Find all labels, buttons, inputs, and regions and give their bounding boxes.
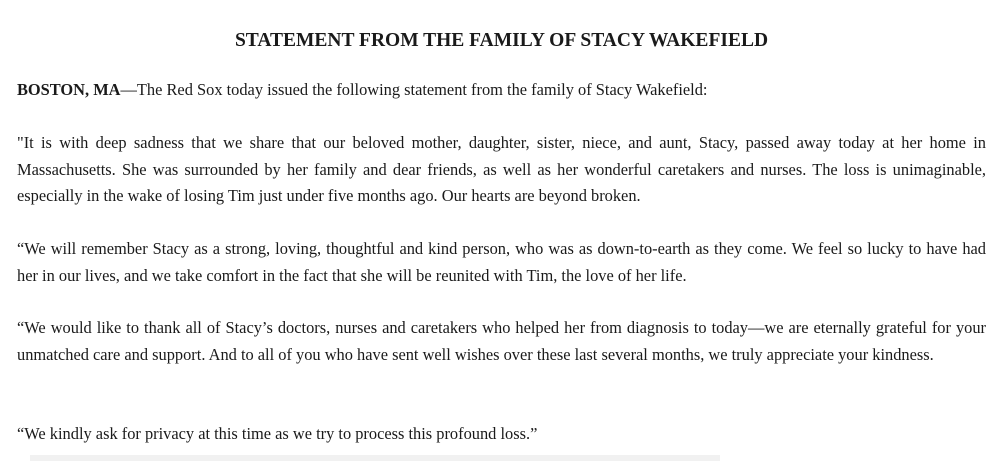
statement-paragraph-4: “We kindly ask for privacy at this time as we try to process this profound loss.” (17, 424, 538, 443)
dateline: BOSTON, MA (17, 80, 121, 99)
page-title: STATEMENT FROM THE FAMILY OF STACY WAKEFIELD (234, 30, 769, 51)
intro-paragraph (17, 77, 986, 104)
statement-paragraph-3: “We would like to thank all of Stacy’s doctors, nurses and caretakers who helped her from diagnosis to today—we are eternally grateful for your unmatched care and support. And to all of you who have sent well wishes over these last several months, we truly appreciate your kindness. (17, 318, 986, 364)
bottom-divider (30, 455, 720, 461)
intro-text: —The Red Sox today issued the following statement from the family of Stacy Wakefield: (120, 80, 708, 99)
statement-paragraph-2: “We will remember Stacy as a strong, loving, thoughtful and kind person, who was as down-to-earth as they come. We feel so lucky to have had her in our lives, and we take comfort in the fact that she will be reunited with Tim, the love of her life. (17, 239, 986, 285)
statement-paragraph-1: "It is with deep sadness that we share that our beloved mother, daughter, sister, niece, and aunt, Stacy, passed away today at her home in Massachusetts. She was surrounded by her family and dear friends, as well as her wonderful caretakers and nurses. The loss is unimaginable, especially in the wake of losing Tim just under five months ago. Our hearts are beyond broken. (17, 133, 986, 205)
